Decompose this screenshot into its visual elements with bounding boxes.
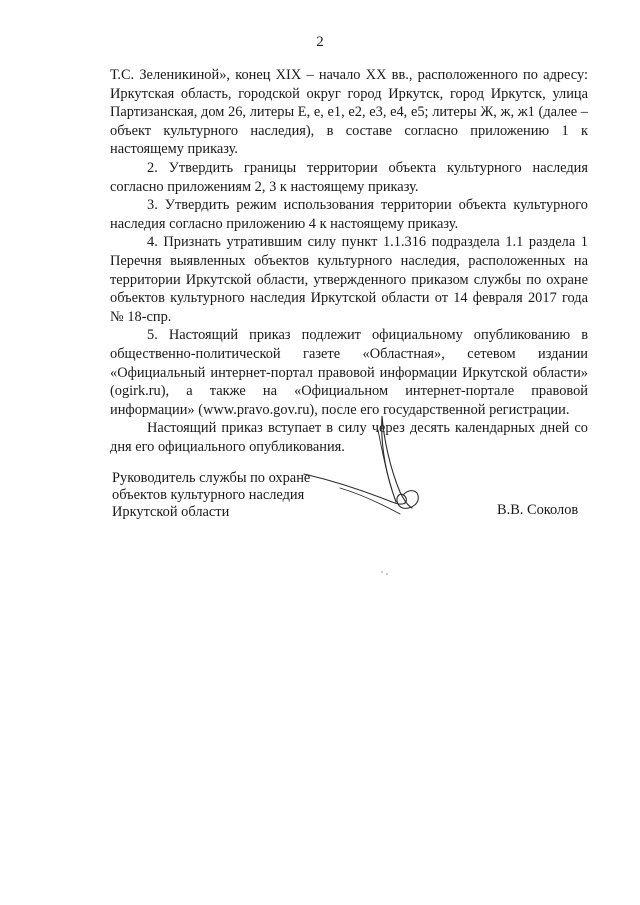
signatory-position-line: объектов культурного наследия [112, 487, 305, 504]
paragraph-effective-date: Настоящий приказ вступает в силу через десять календарных дней со дня его официального опубликования. [110, 420, 588, 455]
scan-speck [386, 573, 388, 575]
signatory-position-line: Иркутской области [112, 504, 230, 521]
paragraph-continuation: Т.С. Зеленикиной», конец XIX – начало XX вв., расположенного по адресу: Иркутская область, городской округ город Иркутск, город Иркутск, улица Партизанская, дом 26, литеры Е, е, е1, е2, е3, е4, е5; литеры Ж, ж, ж1 (далее – объект культурного наследия), в составе согласно приложению 1 к настоящему приказу. [110, 67, 588, 158]
scan-speck [381, 571, 383, 573]
paragraph-item-5: 5. Настоящий приказ подлежит официальному опубликованию в общественно-политической газете «Областная», сетевом издании «Официальный интернет-портал правовой информации Иркутской области» (ogirk.ru), а также на «Официальном интернет-портале правовой информации» (www.pravo.gov.ru), после его государственной регистрации. [110, 327, 588, 418]
document-body [110, 66, 588, 456]
signature-stroke [340, 488, 400, 514]
paragraph-item-3: 3. Утвердить режим использования территории объекта культурного наследия согласно приложению 4 к настоящему приказу. [110, 197, 588, 232]
page-number: 2 [316, 34, 324, 50]
signature-stroke [382, 416, 412, 508]
paragraph-item-2: 2. Утвердить границы территории объекта культурного наследия согласно приложениям 2, 3 к настоящему приказу. [110, 159, 588, 195]
signature-stroke [304, 474, 418, 508]
signatory-name: В.В. Соколов [497, 502, 579, 518]
signatory-position-line: Руководитель службы по охране [112, 470, 311, 486]
handwritten-signature [300, 410, 440, 520]
paragraph-item-4: 4. Признать утратившим силу пункт 1.1.316 подраздела 1.1 раздела 1 Перечня выявленных объектов культурного наследия, расположенных на территории Иркутской области, утвержденного приказом службы по охране объектов культурного наследия Иркутской области от 14 февраля 2017 года № 18-спр. [110, 234, 588, 325]
